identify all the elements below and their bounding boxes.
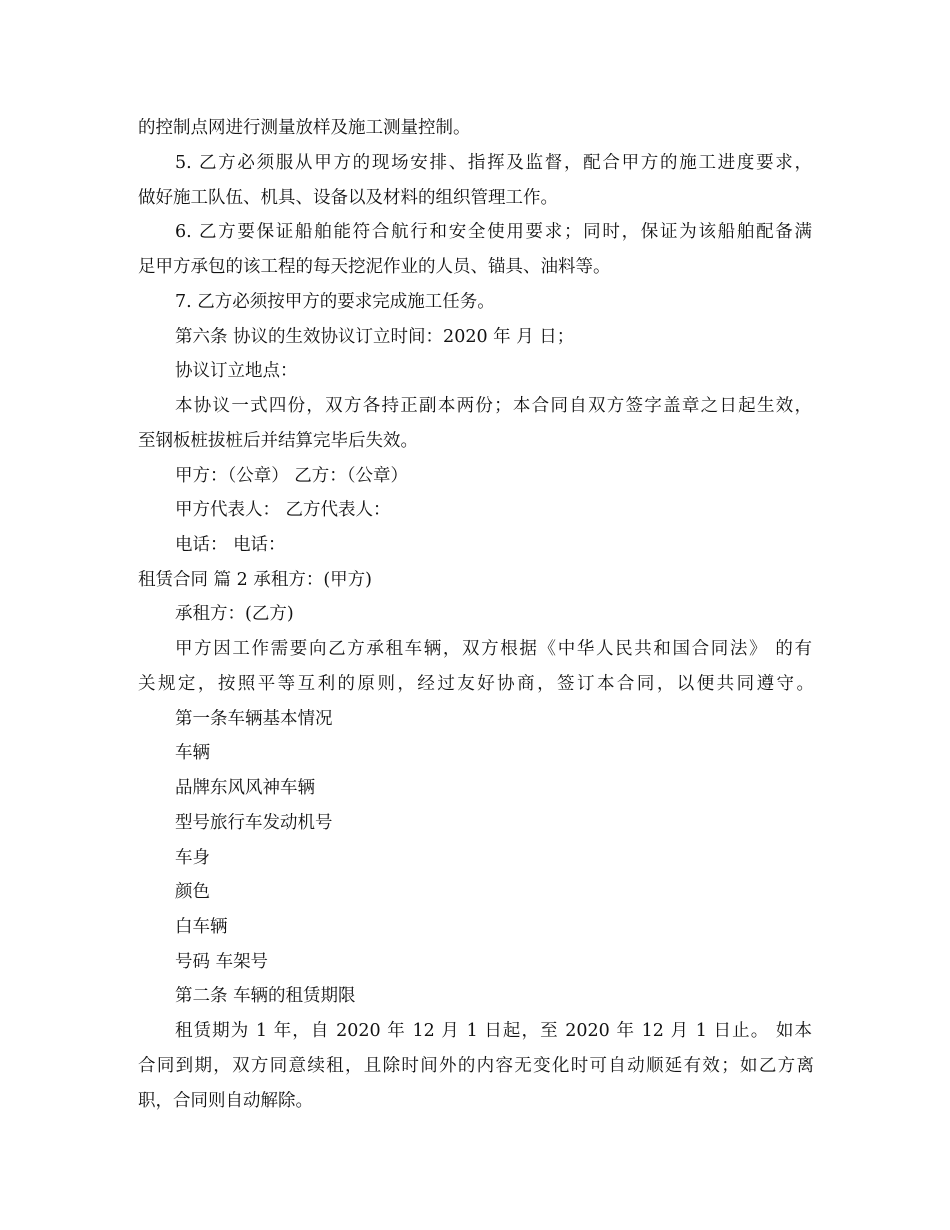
paragraph-line: 承租方：(乙方) (175, 604, 294, 624)
paragraph-line: 甲方因工作需要向乙方承租车辆，双方根据《中华人民共和国合同法》 的有 (175, 639, 812, 659)
paragraph-line: 颜色 (175, 882, 210, 902)
paragraph-line: 至钢板桩拔桩后并结算完毕后失效。 (138, 431, 418, 451)
paragraph-line: 车身 (175, 848, 210, 868)
paragraph-line: 白车辆 (175, 917, 228, 937)
signature-line: 电话： 电话： (175, 535, 286, 555)
paragraph-line: 5. 乙方必须服从甲方的现场安排、指挥及监督，配合甲方的施工进度要求， (175, 153, 812, 173)
paragraph-line: 品牌东风风神车辆 (175, 778, 315, 798)
paragraph-line: 关规定，按照平等互利的原则，经过友好协商，签订本合同，以便共同遵守。 (138, 674, 814, 694)
paragraph-line: 6. 乙方要保证船舶能符合航行和安全使用要求；同时，保证为该船舶配备满 (175, 222, 812, 242)
paragraph-line: 租赁期为 1 年，自 2020 年 12 月 1 日起，至 2020 年 12 月 1 日止。 如本 (175, 1021, 812, 1041)
signature-line: 甲方代表人： 乙方代表人： (175, 500, 391, 520)
section-heading: 第一条车辆基本情况 (175, 709, 333, 729)
paragraph-line: 号码 车架号 (175, 952, 269, 972)
paragraph-line: 本协议一式四份，双方各持正副本两份；本合同自双方签字盖章之日起生效， (175, 396, 812, 416)
paragraph-line: 协议订立地点： (175, 361, 298, 381)
paragraph-line: 合同到期，双方同意续租，且除时间外的内容无变化时可自动顺延有效；如乙方离 (138, 1056, 814, 1076)
signature-line: 甲方：（公章） 乙方：（公章） (175, 466, 409, 486)
paragraph-line: 做好施工队伍、机具、设备以及材料的组织管理工作。 (138, 188, 558, 208)
paragraph-line: 车辆 (175, 743, 210, 763)
paragraph-line: 足甲方承包的该工程的每天挖泥作业的人员、锚具、油料等。 (138, 257, 611, 277)
section-heading: 第二条 车辆的租赁期限 (175, 986, 356, 1006)
paragraph-line: 7. 乙方必须按甲方的要求完成施工任务。 (175, 292, 495, 312)
section-heading: 第六条 协议的生效协议订立时间：2020 年 月 日； (175, 327, 575, 347)
paragraph-line: 型号旅行车发动机号 (175, 813, 333, 833)
paragraph-line: 的控制点网进行测量放样及施工测量控制。 (138, 118, 471, 138)
paragraph-line: 职，合同则自动解除。 (138, 1091, 313, 1111)
contract-title: 租赁合同 篇 2 承租方：(甲方) (138, 570, 372, 590)
